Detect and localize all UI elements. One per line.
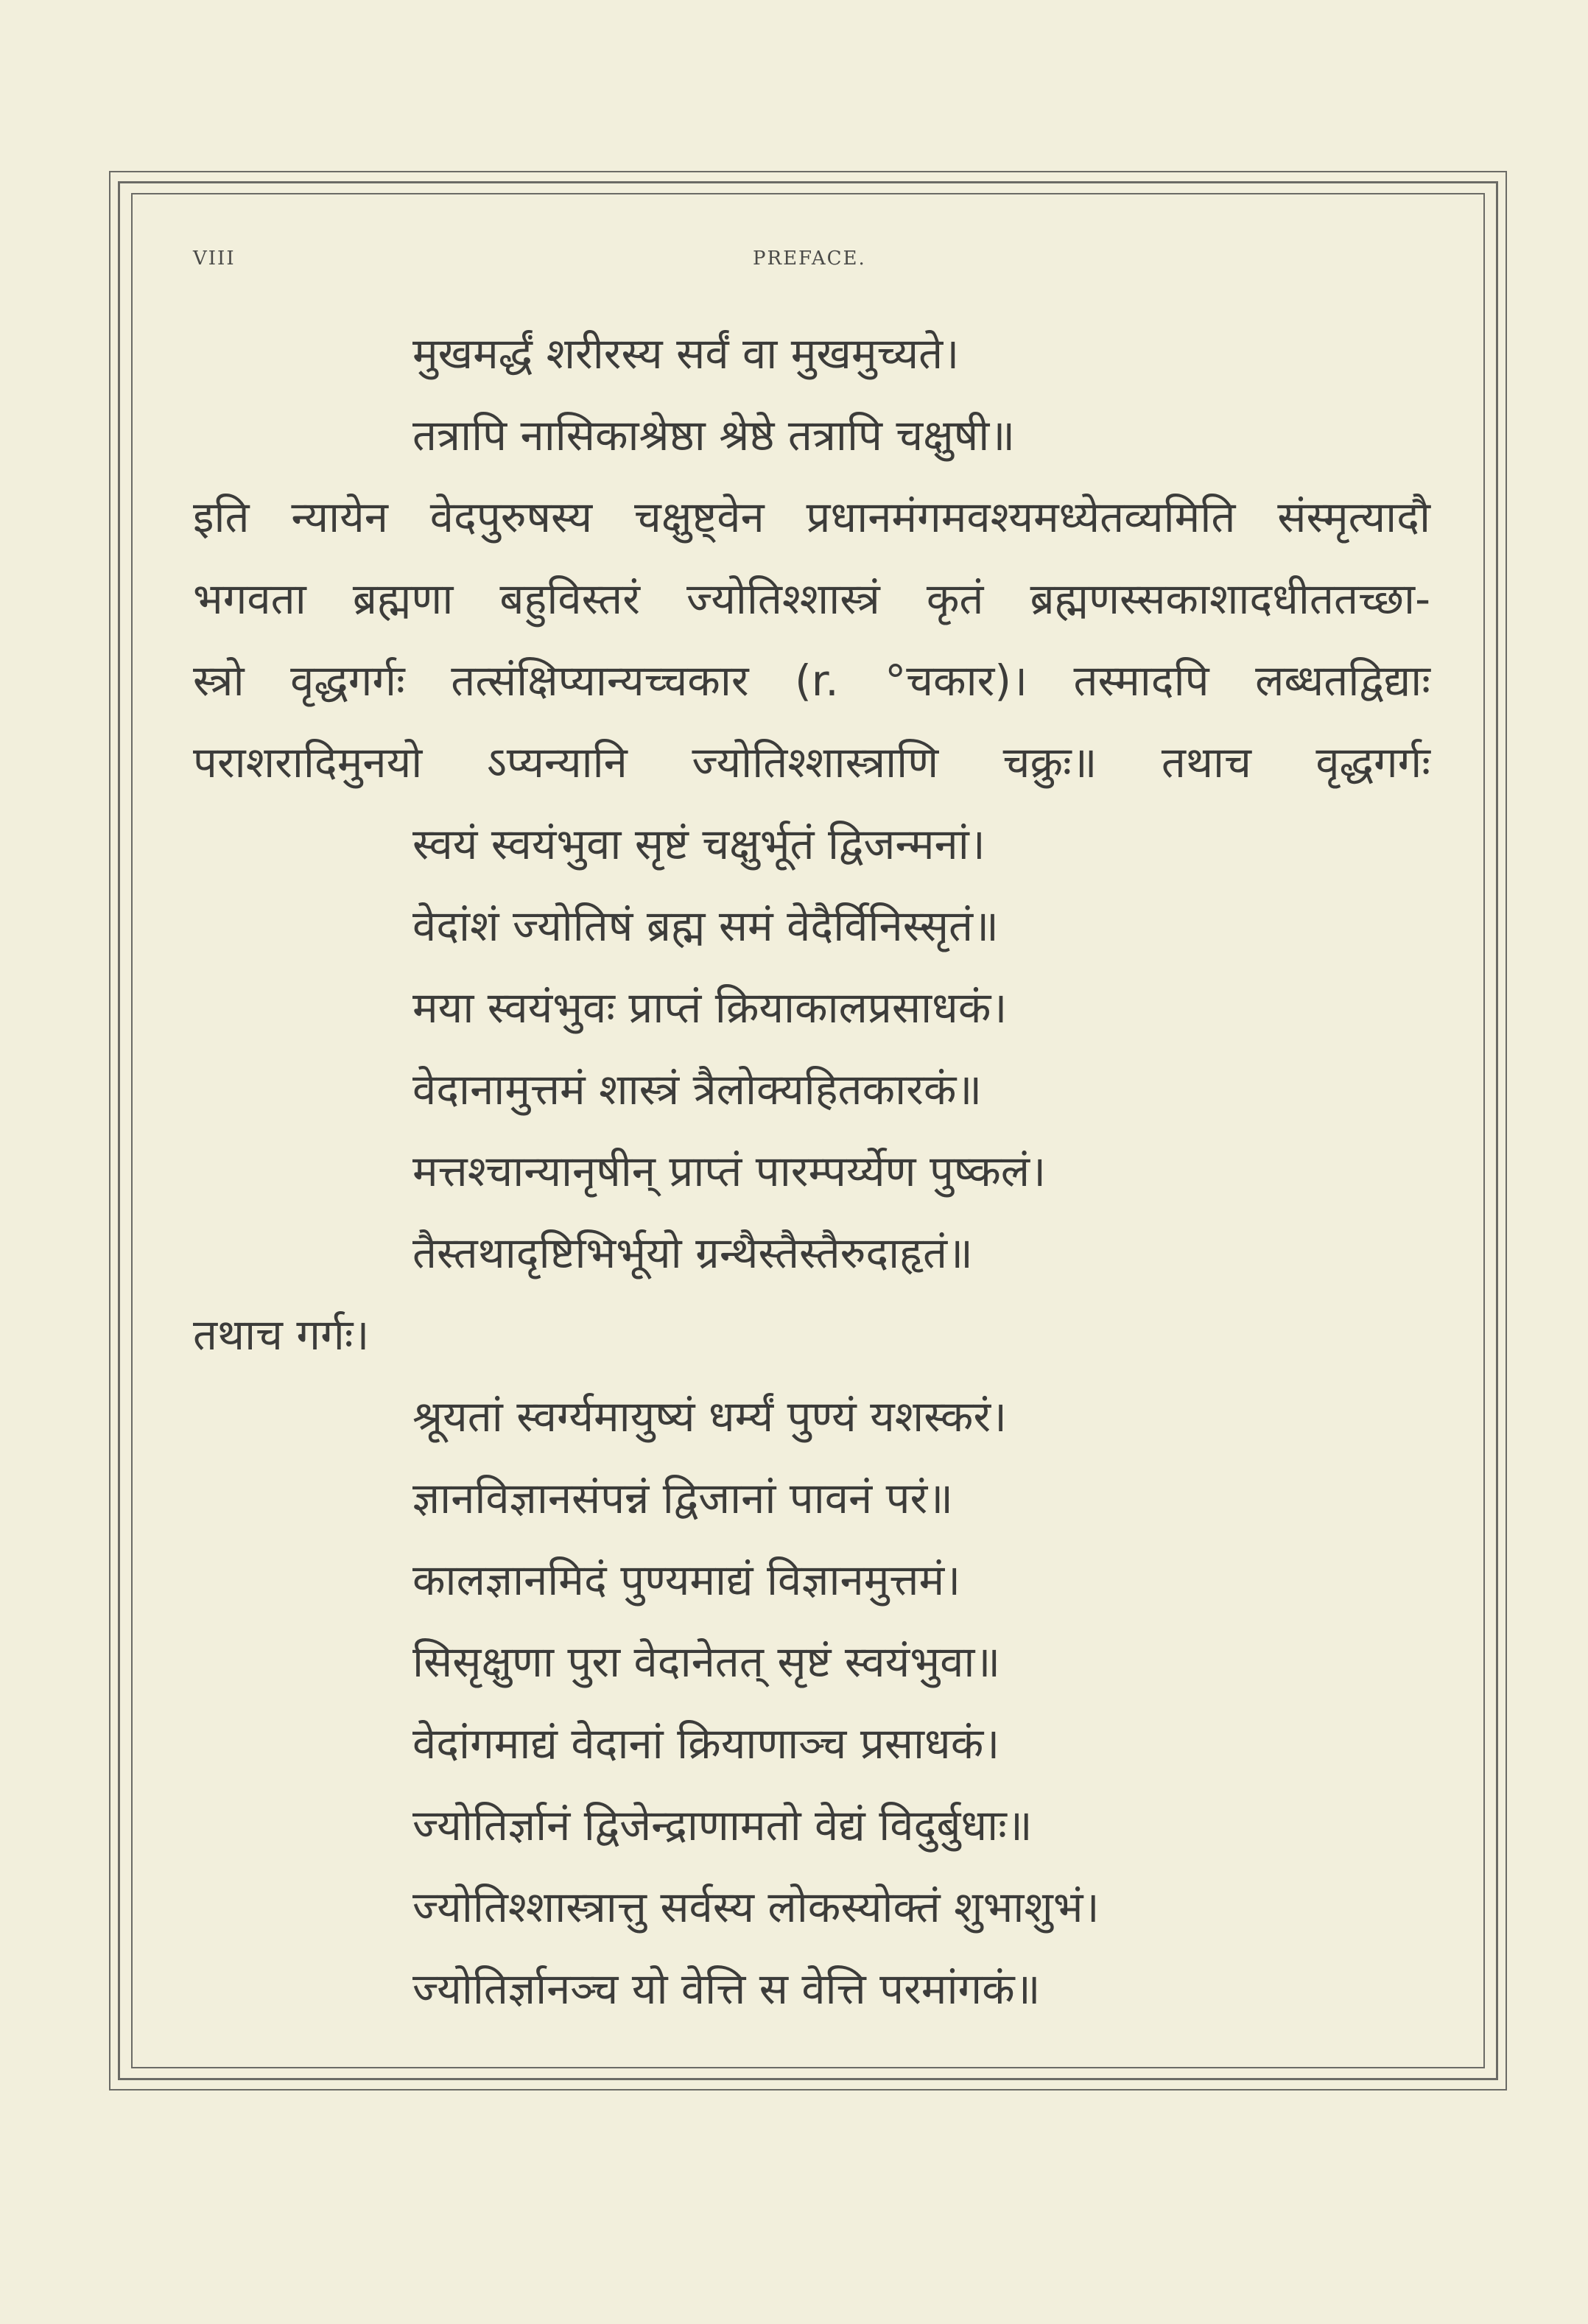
prose-line: भगवता ब्रह्मणा बहुविस्तरं ज्योतिश्शास्त्रं कृतं ब्रह्मणस्सकाशादधीततच्छा-	[193, 574, 1430, 624]
verse-line: कालज्ञानमिदं पुण्यमाद्यं विज्ञानमुत्तमं।	[412, 1555, 961, 1605]
verse-line: श्रूयतां स्वर्ग्यमायुष्यं धर्म्यं पुण्यं यशस्करं।	[412, 1391, 1008, 1442]
page-number: VIII	[193, 248, 236, 270]
verse-line: वेदांशं ज्योतिषं ब्रह्म समं वेदैर्विनिस्सृतं॥	[412, 901, 999, 951]
verse-line: मया स्वयंभुवः प्राप्तं क्रियाकालप्रसाधकं।	[412, 983, 1008, 1033]
page-header	[193, 248, 1489, 277]
verse-line: स्वयं स्वयंभुवा सृष्टं चक्षुर्भूतं द्विजन्मनां।	[412, 819, 986, 869]
verse-line: तैस्तथादृष्टिभिर्भूयो ग्रन्थैस्तैस्तैरुदाहृतं॥	[412, 1228, 973, 1278]
verse-line: वेदानामुत्तमं शास्त्रं त्रैलोक्यहितकारकं॥	[412, 1064, 983, 1114]
verse-line: ज्ञानविज्ञानसंपन्नं द्विजानां पावनं परं॥	[412, 1473, 954, 1523]
prose-line: इति न्यायेन वेदपुरुषस्य चक्षुष्ट्वेन प्रधानमंगमवश्यमध्येतव्यमिति संस्मृत्यादौ	[193, 492, 1430, 542]
verse-line: तत्रापि नासिकाश्रेष्ठा श्रेष्ठे तत्रापि चक्षुषी॥	[412, 410, 1016, 460]
page-border-inner	[131, 193, 1485, 2068]
verse-line: मत्तश्चान्यानृषीन् प्राप्तं पारम्पर्य्येण पुष्कलं।	[412, 1146, 1047, 1196]
running-head: PREFACE.	[753, 248, 866, 270]
verse-line: ज्योतिर्ज्ञानं द्विजेन्द्राणामतो वेद्यं विदुर्बुधाः॥	[412, 1800, 1033, 1850]
verse-line: वेदांगमाद्यं वेदानां क्रियाणाञ्च प्रसाधकं।	[412, 1719, 1000, 1769]
verse-line: सिसृक्षुणा पुरा वेदानेतत् सृष्टं स्वयंभुवा॥	[412, 1637, 1001, 1687]
prose-line: पराशरादिमुनयो ऽप्यन्यानि ज्योतिश्शास्त्राणि चक्रुः॥ तथाच वृद्धगर्गः	[193, 737, 1430, 787]
prose-line: तथाच गर्गः।	[193, 1310, 370, 1360]
prose-line: स्त्रो वृद्धगर्गः तत्संक्षिप्यान्यच्चकार (r. °चकार)। तस्मादपि लब्धतद्विद्याः	[193, 656, 1430, 706]
verse-line: मुखमर्द्धं शरीरस्य सर्वं वा मुखमुच्यते।	[412, 329, 960, 379]
verse-line: ज्योतिश्शास्त्रात्तु सर्वस्य लोकस्योक्तं शुभाशुभं।	[412, 1882, 1100, 1932]
verse-line: ज्योतिर्ज्ञानञ्च यो वेत्ति स वेत्ति परमांगकं॥	[412, 1964, 1041, 2014]
